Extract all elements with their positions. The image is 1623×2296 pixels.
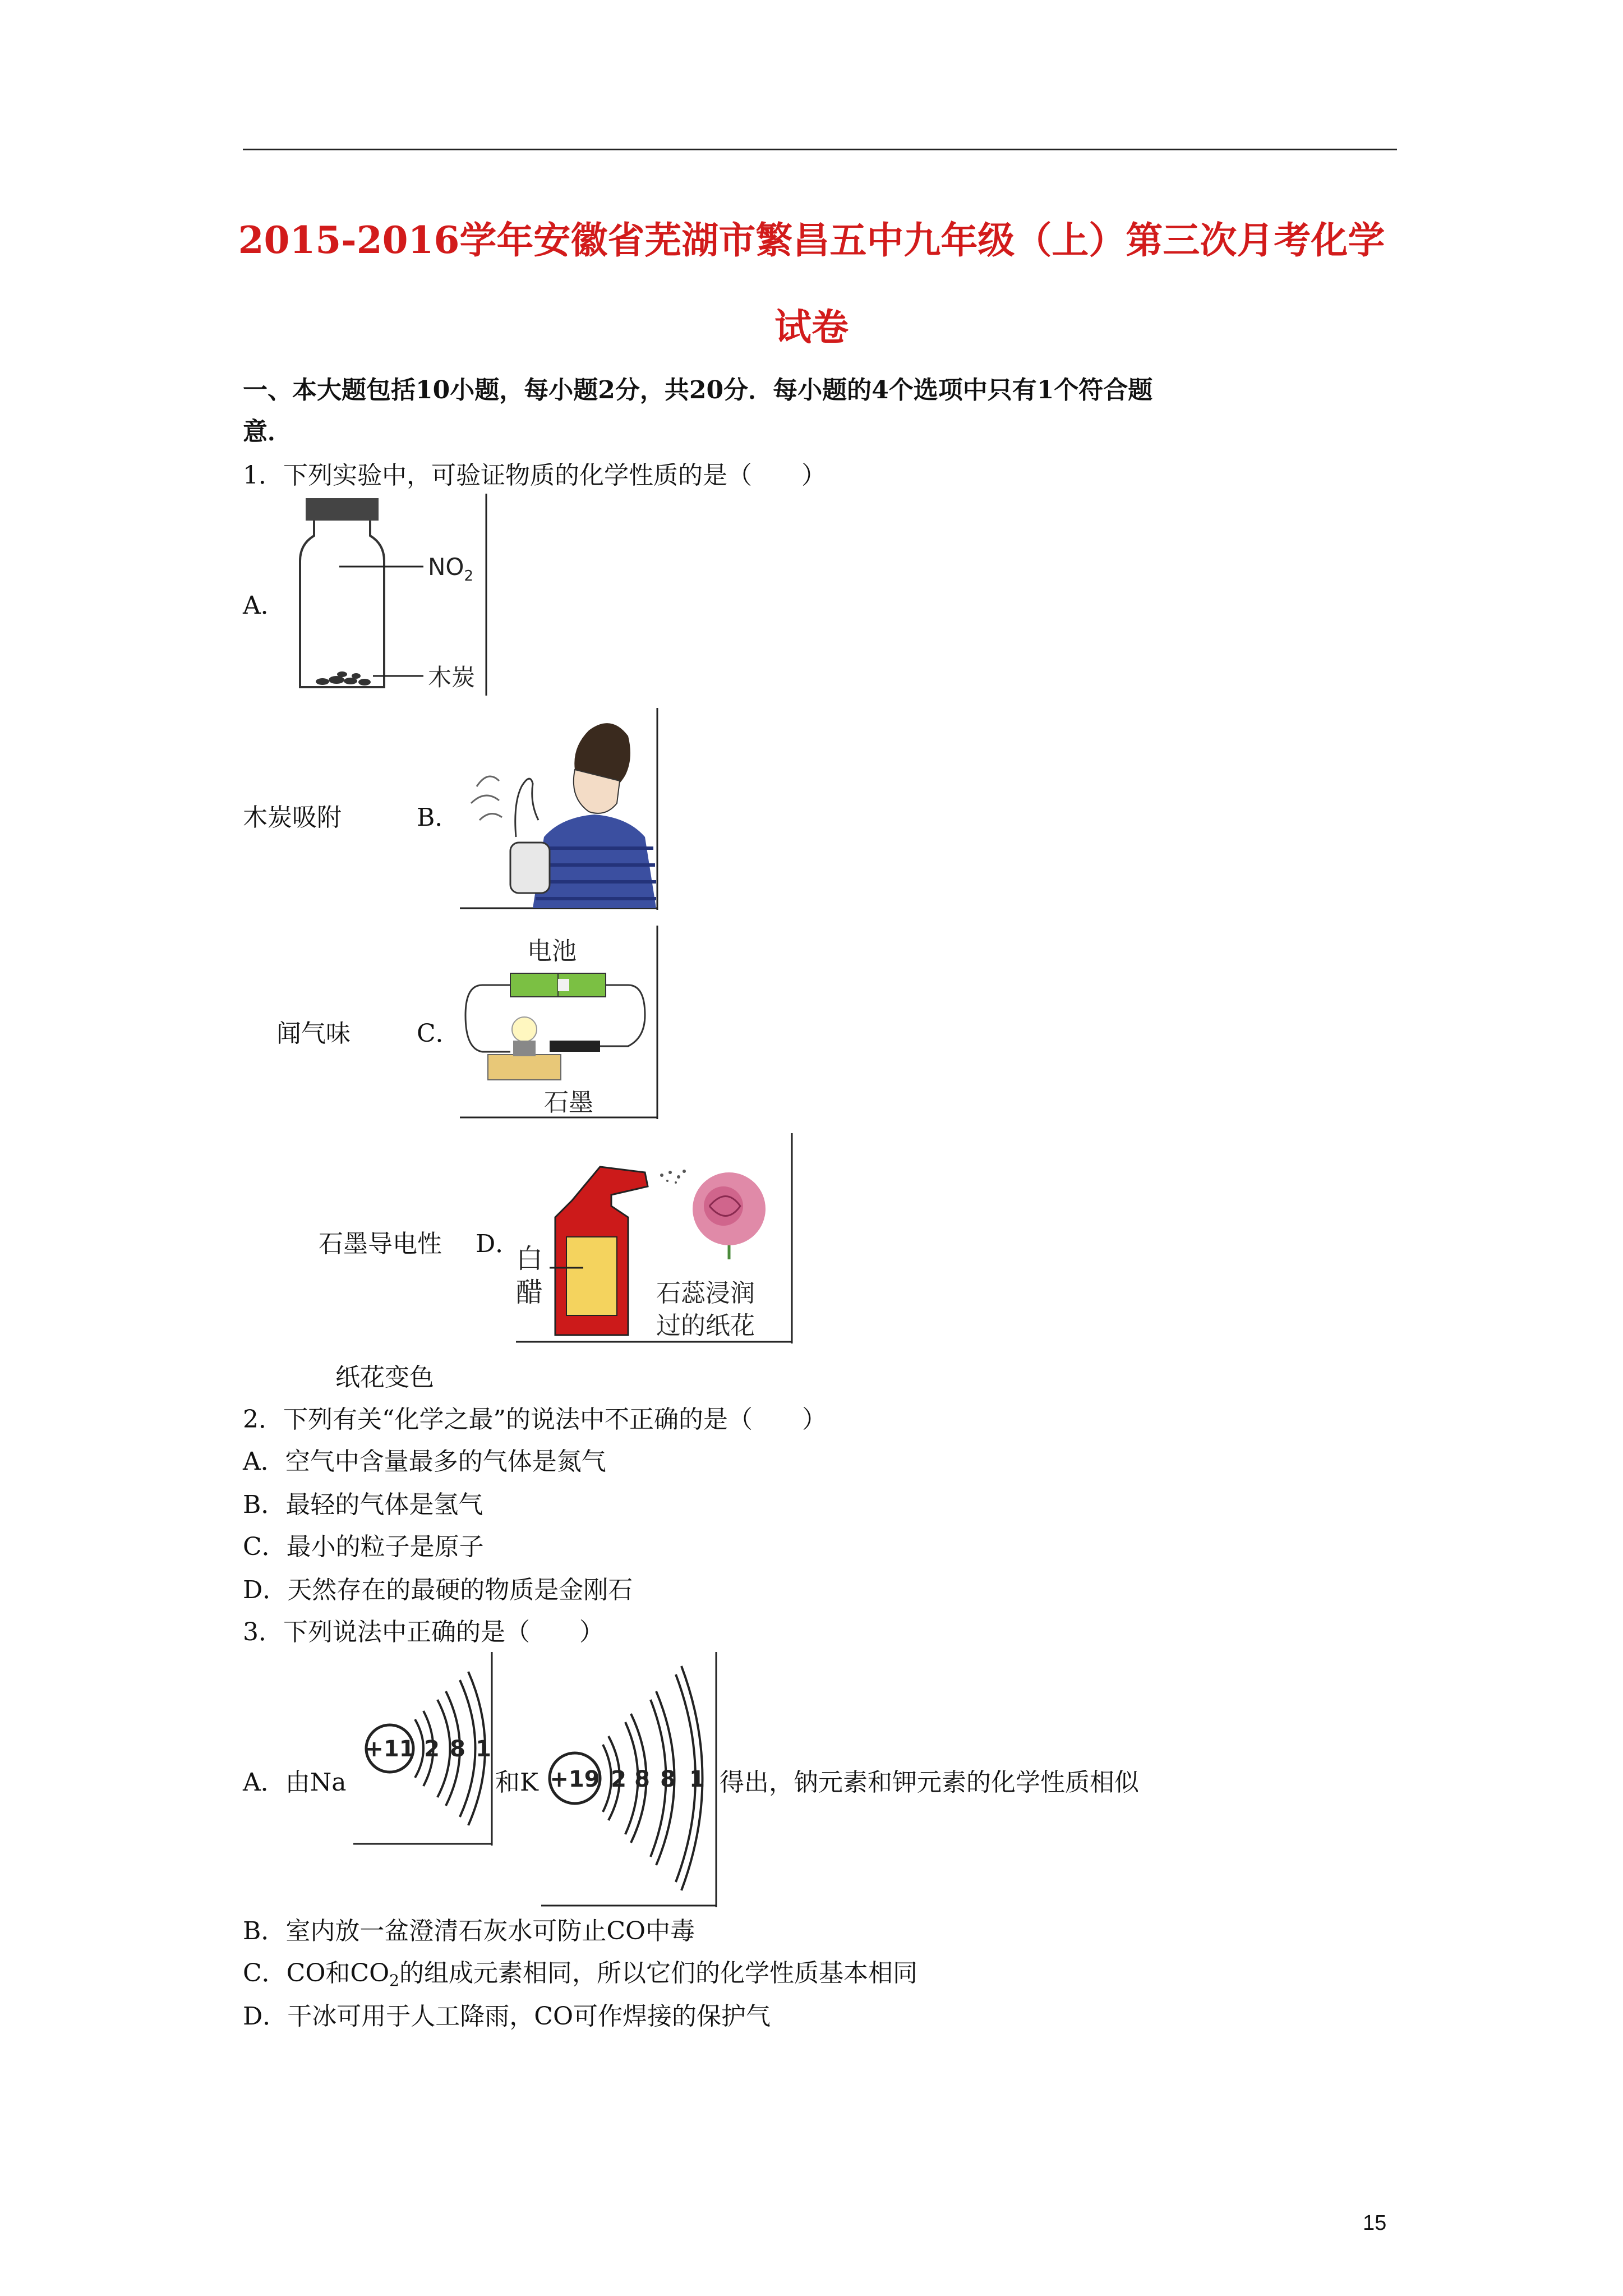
q2-option-c: C．最小的粒子是原子 [243,1533,484,1561]
k-shell-3: 8 [660,1766,676,1792]
no2-label: $NO_2$ [428,553,474,585]
q3-option-a-middle: 和K [495,1768,538,1797]
q1-option-a-label: A． [243,591,285,620]
q3-sodium-atom-diagram [353,1652,494,1846]
exam-title-line1: 2015-2016学年安徽省芜湖市繁昌五中九年级（上）第三次月考化学 [238,218,1385,262]
header-rule [243,149,1397,150]
q3-option-a-suffix: 得出，钠元素和钾元素的化学性质相似 [720,1768,1139,1797]
na-shell-3: 1 [476,1736,491,1762]
q1-option-c-label: C． [417,1019,460,1048]
q1-figure-a-charcoal-bottle [289,494,488,696]
bottle-cap [306,498,379,521]
q1-figure-d-vinegar-spray [516,1133,794,1343]
k-shell-2: 8 [634,1766,650,1792]
litmus-flower-label-2: 过的纸花 [656,1312,755,1340]
q3-option-b: B．室内放一盆澄清石灰水可防止CO中毒 [243,1917,695,1945]
q2-option-d: D．天然存在的最硬的物质是金刚石 [243,1576,633,1604]
section-heading-line1: 一、本大题包括10小题，每小题2分，共20分．每小题的4个选项中只有1个符合题 [243,376,1153,404]
graphite-label: 石墨 [544,1088,593,1117]
q1-caption-c: 石墨导电性 [319,1230,442,1258]
q1-stem: 1．下列实验中，可验证物质的化学性质的是（ ） [243,461,826,490]
q1-caption-d: 纸花变色 [335,1363,434,1392]
q1-option-d-label: D． [476,1230,520,1258]
vinegar-label-1: 白 [516,1243,543,1274]
vinegar-label-2: 醋 [516,1277,543,1308]
page-number: 15 [1363,2211,1387,2235]
battery-label: 电池 [527,937,577,965]
q1-caption-a: 木炭吸附 [243,803,342,832]
na-shell-2: 8 [450,1736,465,1762]
q1-caption-b: 闻气味 [276,1019,351,1048]
q3-option-c: C．CO和$CO_2$的组成元素相同，所以它们的化学性质基本相同 [243,1959,917,1990]
q3-stem: 3．下列说法中正确的是（ ） [243,1618,604,1646]
q3-option-d: D．干冰可用于人工降雨，CO可作焊接的保护气 [243,2002,771,2031]
na-nucleus-charge: +11 [365,1736,415,1762]
q1-option-b-label: B． [417,803,460,832]
litmus-flower-label-1: 石蕊浸润 [656,1279,755,1308]
na-shell-1: 2 [424,1736,440,1762]
q1-figure-b-smelling [460,708,659,910]
k-shell-1: 2 [611,1766,626,1792]
k-shell-4: 1 [689,1766,705,1792]
q2-stem: 2．下列有关“化学之最”的说法中不正确的是（ ） [243,1405,827,1434]
q3-potassium-atom-diagram [541,1652,718,1907]
q2-option-b: B．最轻的气体是氢气 [243,1490,483,1519]
q3-option-a-prefix: A．由Na [243,1768,347,1797]
k-nucleus-charge: +19 [550,1766,600,1792]
section-heading-line2: 意． [243,417,292,446]
q1-figure-c-graphite-circuit [460,926,659,1119]
q2-option-a: A．空气中含量最多的气体是氮气 [243,1447,606,1476]
charcoal-label: 木炭 [428,664,476,691]
exam-title-line2: 试卷 [774,305,849,349]
